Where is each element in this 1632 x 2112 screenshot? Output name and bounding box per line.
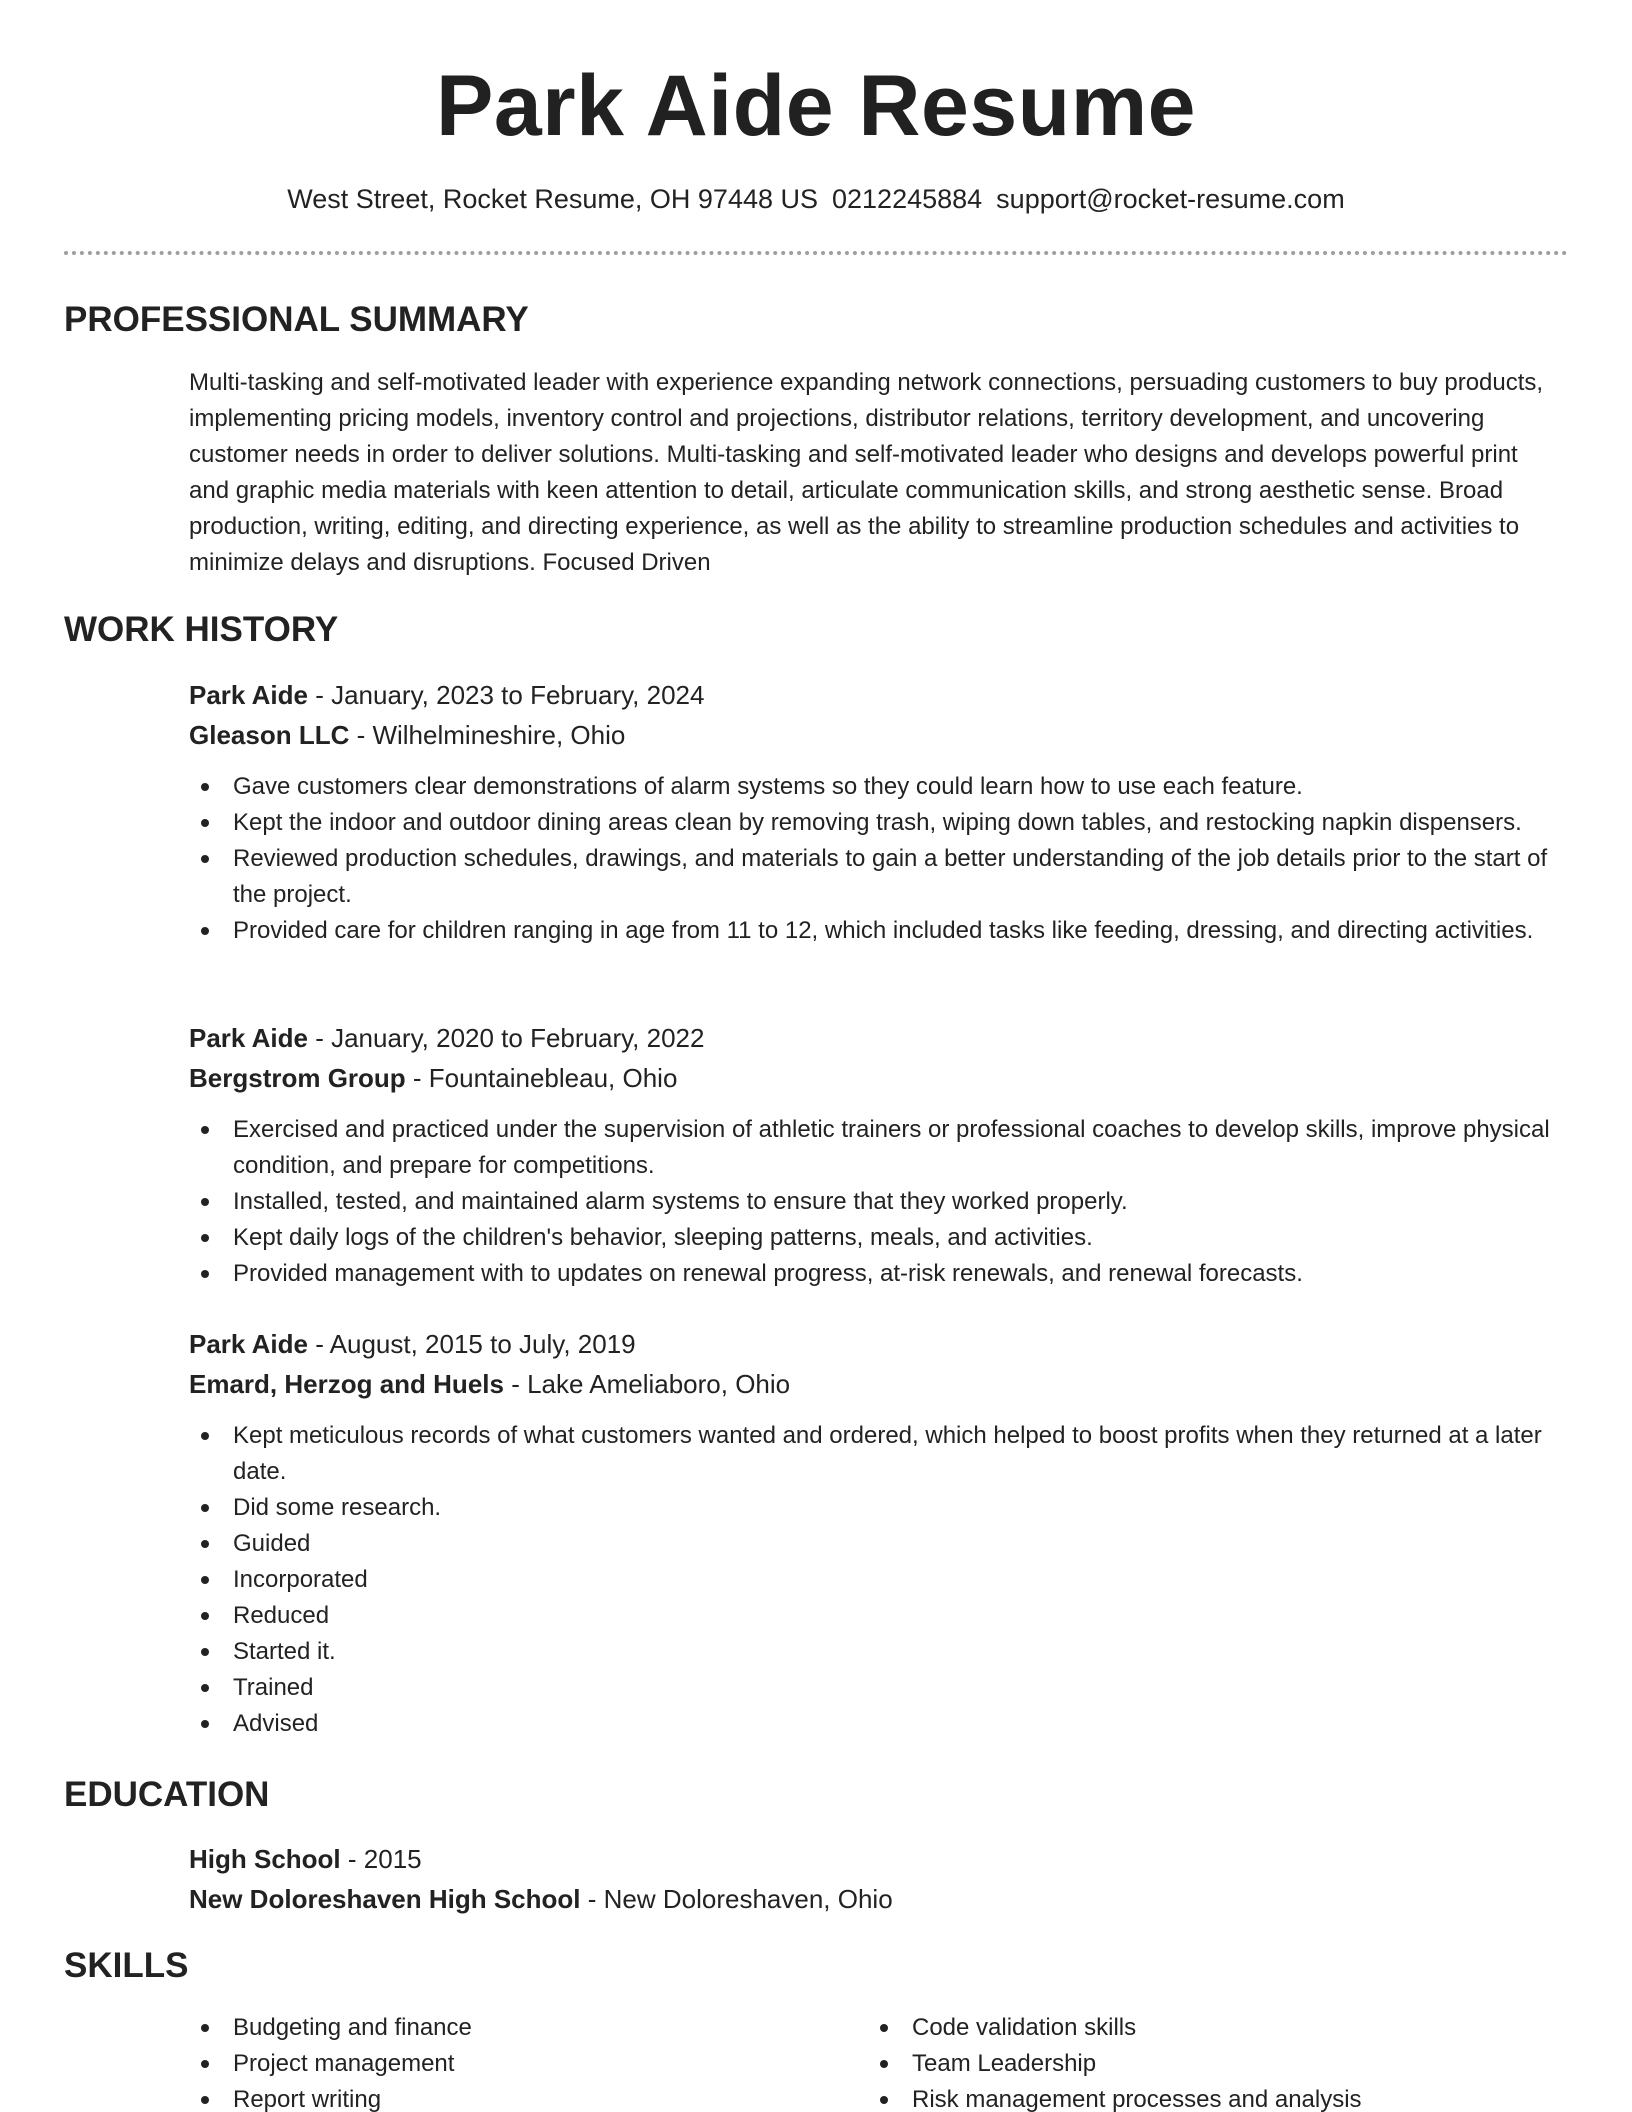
list-item: Reduced bbox=[189, 1598, 1574, 1634]
education-school-line bbox=[189, 1882, 893, 1916]
skill-item: Risk management processes and analysis bbox=[868, 2082, 1568, 2112]
job-dates: - January, 2020 to February, 2022 bbox=[307, 1023, 705, 1053]
job-location: - Lake Ameliaboro, Ohio bbox=[503, 1369, 791, 1399]
job-dates: - January, 2023 to February, 2024 bbox=[307, 680, 705, 710]
list-item: Advised bbox=[189, 1706, 1574, 1742]
skill-item: Report writing bbox=[189, 2082, 829, 2112]
job-dates: - August, 2015 to July, 2019 bbox=[307, 1329, 636, 1359]
skill-item: Team Leadership bbox=[868, 2046, 1568, 2082]
skill-item: Budgeting and finance bbox=[189, 2010, 829, 2046]
list-item: Provided management with to updates on renewal progress, at-risk renewals, and renewal forecasts. bbox=[189, 1256, 1574, 1292]
list-item: Started it. bbox=[189, 1634, 1574, 1670]
work-history-heading: WORK HISTORY bbox=[64, 610, 339, 649]
header-divider bbox=[64, 251, 1568, 255]
job-title: Park Aide bbox=[189, 1023, 308, 1053]
job-company: Bergstrom Group bbox=[189, 1063, 406, 1093]
list-item: Reviewed production schedules, drawings, and materials to gain a better understanding of the job details prior to the start of the project. bbox=[189, 841, 1574, 913]
contact-phone: 0212245884 bbox=[832, 184, 983, 214]
job-bullets bbox=[189, 1112, 1574, 1292]
summary-text: Multi-tasking and self-motivated leader with experience expanding network connections, persuading customers to buy products, implementing pricing models, inventory control and projections, distributor relations, territory development, and uncovering customer needs in order to deliver solutions. Multi-tasking and self-motivated leader who designs and develops powerful print and graphic media materials with keen attention to detail, articulate communication skills, and strong aesthetic sense. Broad production, writing, editing, and directing experience, as well as the ability to streamline production schedules and activities to minimize delays and disruptions. Focused Driven bbox=[189, 369, 1544, 576]
skills-heading: SKILLS bbox=[64, 1946, 189, 1985]
job-bullets bbox=[189, 769, 1574, 949]
summary-heading: PROFESSIONAL SUMMARY bbox=[64, 300, 529, 339]
job-company-line bbox=[189, 1061, 677, 1095]
job-bullets bbox=[189, 1418, 1574, 1742]
resume-title: Park Aide Resume bbox=[435, 58, 1197, 154]
education-heading: EDUCATION bbox=[64, 1775, 270, 1814]
job-title-line bbox=[189, 1327, 636, 1361]
job-title: Park Aide bbox=[189, 1329, 308, 1359]
job-title: Park Aide bbox=[189, 680, 308, 710]
list-item: Kept daily logs of the children's behavior, sleeping patterns, meals, and activities. bbox=[189, 1220, 1574, 1256]
job-title-line bbox=[189, 678, 704, 712]
education-degree: High School bbox=[189, 1844, 341, 1874]
list-item: Incorporated bbox=[189, 1562, 1574, 1598]
job-company: Gleason LLC bbox=[189, 720, 350, 750]
list-item: Kept meticulous records of what customers wanted and ordered, which helped to boost profits when they returned at a later date. bbox=[189, 1418, 1574, 1490]
list-item: Installed, tested, and maintained alarm systems to ensure that they worked properly. bbox=[189, 1184, 1574, 1220]
job-location: - Wilhelmineshire, Ohio bbox=[349, 720, 626, 750]
skills-list-left bbox=[189, 2010, 829, 2112]
list-item: Kept the indoor and outdoor dining areas clean by removing trash, wiping down tables, and restocking napkin dispensers. bbox=[189, 805, 1574, 841]
education-year: - 2015 bbox=[340, 1844, 422, 1874]
education-degree-line bbox=[189, 1842, 422, 1876]
list-item: Provided care for children ranging in age from 11 to 12, which included tasks like feeding, dressing, and directing activities. bbox=[189, 913, 1574, 949]
list-item: Guided bbox=[189, 1526, 1574, 1562]
list-item: Gave customers clear demonstrations of alarm systems so they could learn how to use each feature. bbox=[189, 769, 1574, 805]
list-item: Did some research. bbox=[189, 1490, 1574, 1526]
skills-list-right bbox=[868, 2010, 1568, 2112]
job-company-line bbox=[189, 718, 625, 752]
contact-address: West Street, Rocket Resume, OH 97448 US bbox=[287, 184, 818, 214]
job-location: - Fountainebleau, Ohio bbox=[405, 1063, 678, 1093]
list-item: Exercised and practiced under the supervision of athletic trainers or professional coaches to develop skills, improve physical condition, and prepare for competitions. bbox=[189, 1112, 1574, 1184]
contact-info bbox=[0, 182, 1632, 216]
skill-item: Code validation skills bbox=[868, 2010, 1568, 2046]
skill-item: Project management bbox=[189, 2046, 829, 2082]
education-location: - New Doloreshaven, Ohio bbox=[580, 1884, 893, 1914]
job-company-line bbox=[189, 1367, 790, 1401]
contact-email: support@rocket-resume.com bbox=[996, 184, 1345, 214]
list-item: Trained bbox=[189, 1670, 1574, 1706]
job-company: Emard, Herzog and Huels bbox=[189, 1369, 504, 1399]
education-school: New Doloreshaven High School bbox=[189, 1884, 581, 1914]
job-title-line bbox=[189, 1021, 704, 1055]
